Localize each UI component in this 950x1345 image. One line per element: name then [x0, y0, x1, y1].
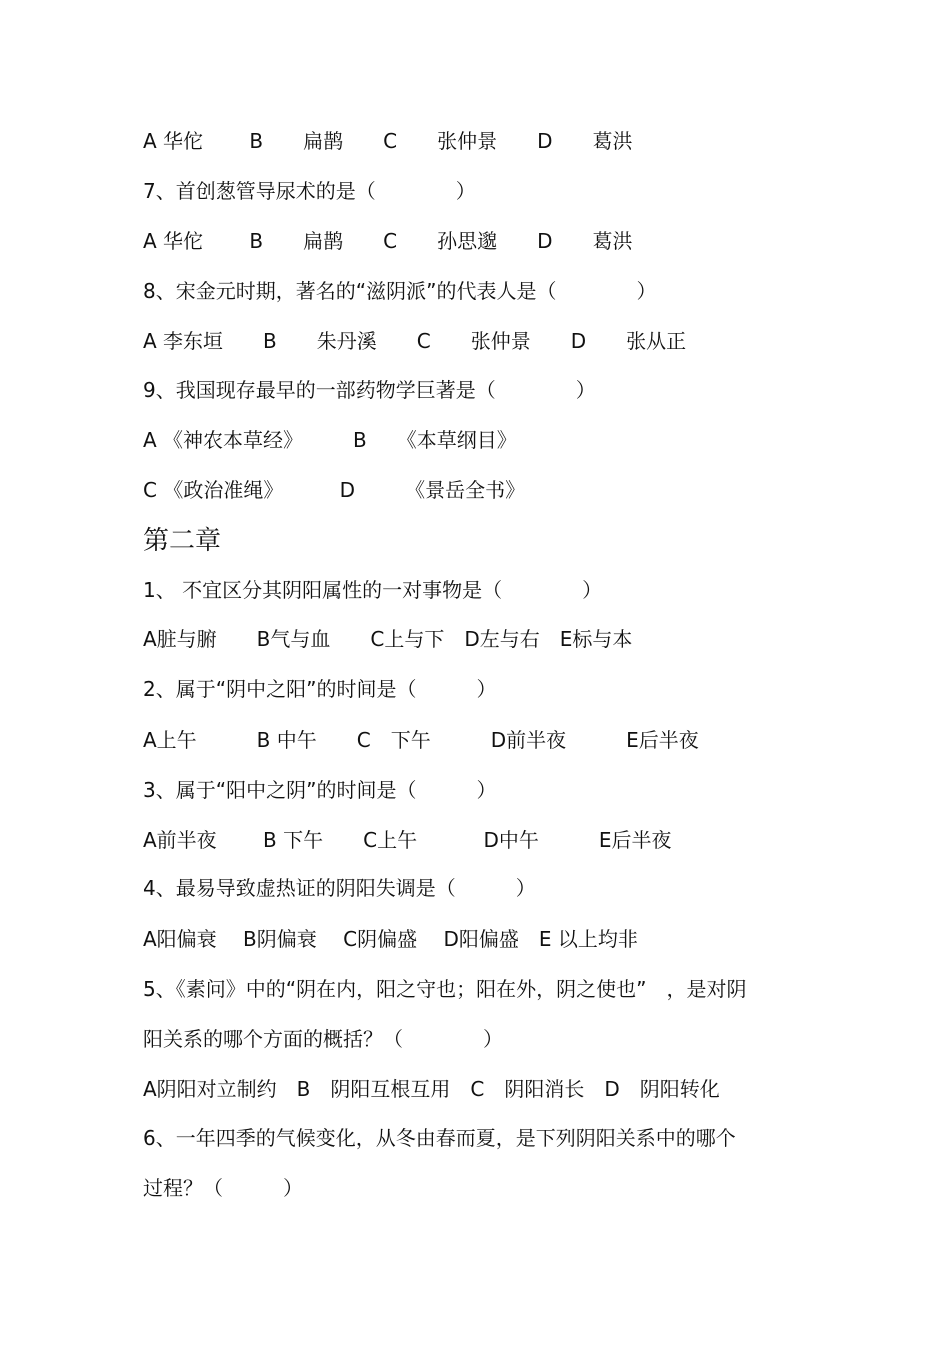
ch2-answer-options-q2: A上午 B 中午 C 下午 D前半夜 E后半夜 [143, 728, 699, 752]
ch2-question-3: 3、属于“阳中之阴”的时间是（ ） [143, 778, 497, 802]
ch2-answer-options-q3: A前半夜 B 下午 C上午 D中午 E后半夜 [143, 828, 672, 852]
answer-options-q9-ab: A 《神农本草经》 B 《本草纲目》 [143, 428, 517, 452]
ch2-question-1: 1、 不宜区分其阴阳属性的一对事物是（ ） [143, 578, 603, 602]
question-8: 8、宋金元时期，著名的“滋阴派”的代表人是（ ） [143, 279, 657, 303]
answer-options-q8: A 李东垣 B 朱丹溪 C 张仲景 D 张从正 [143, 329, 687, 353]
question-7: 7、首创葱管导尿术的是（ ） [143, 179, 476, 203]
chapter-heading: 第二章 [143, 526, 222, 556]
answer-options-q7: A 华佗 B 扁鹊 C 孙思邈 D 葛洪 [143, 229, 633, 253]
ch2-answer-options-q4: A阳偏衰 B阴偏衰 C阴偏盛 D阳偏盛 E 以上均非 [143, 927, 638, 951]
answer-options-q6: A 华佗 B 扁鹊 C 张仲景 D 葛洪 [143, 129, 633, 153]
answer-options-q9-cd: C 《政治准绳》 D 《景岳全书》 [143, 478, 526, 502]
ch2-question-5-line1: 5、《素问》中的“阴在内，阳之守也；阳在外，阴之使也” ，是对阴 [143, 977, 747, 1001]
ch2-question-4: 4、最易导致虚热证的阴阳失调是（ ） [143, 876, 536, 900]
ch2-question-5-line2: 阳关系的哪个方面的概括？（ ） [143, 1027, 503, 1051]
ch2-question-6-line1: 6、一年四季的气候变化，从冬由春而夏，是下列阴阳关系中的哪个 [143, 1126, 736, 1150]
ch2-question-6-line2: 过程？（ ） [143, 1176, 303, 1200]
ch2-answer-options-q5: A阴阳对立制约 B 阴阳互根互用 C 阴阳消长 D 阴阳转化 [143, 1077, 720, 1101]
ch2-question-2: 2、属于“阴中之阳”的时间是（ ） [143, 677, 497, 701]
ch2-answer-options-q1: A脏与腑 B气与血 C上与下 D左与右 E标与本 [143, 627, 633, 651]
question-9: 9、我国现存最早的一部药物学巨著是（ ） [143, 378, 596, 402]
